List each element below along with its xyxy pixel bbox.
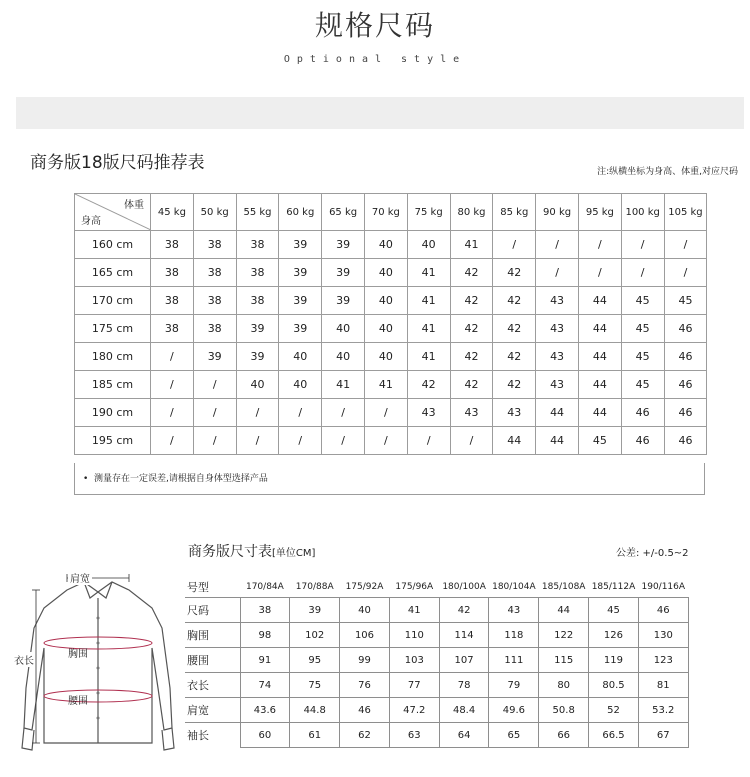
measure-cell: 65	[489, 723, 539, 748]
size-cell: /	[151, 399, 194, 427]
shoulder-label: 肩宽	[68, 570, 92, 585]
measure-cell: 38	[240, 598, 290, 623]
weight-header: 80 kg	[450, 194, 493, 231]
weight-header: 105 kg	[664, 194, 707, 231]
measure-cell: 60	[240, 723, 290, 748]
measure-cell: 126	[589, 623, 639, 648]
size-cell: 43	[536, 315, 579, 343]
measure-cell: 44	[539, 598, 589, 623]
measure-cell: 77	[389, 673, 439, 698]
size-cell: 42	[493, 287, 536, 315]
gray-banner	[16, 97, 744, 129]
size-cell: 41	[322, 371, 365, 399]
measure-cell: 49.6	[489, 698, 539, 723]
size-cell: 43	[536, 287, 579, 315]
size-cell: 43	[407, 399, 450, 427]
waist-label: 腰围	[68, 696, 88, 707]
size-cell: 40	[364, 343, 407, 371]
table-row	[185, 698, 688, 723]
size-cell: 42	[450, 315, 493, 343]
size-cell: 38	[193, 287, 236, 315]
measure-cell: 79	[489, 673, 539, 698]
size-cell: 43	[536, 371, 579, 399]
size-cell: /	[536, 259, 579, 287]
size-cell: /	[236, 399, 279, 427]
size-cell: 46	[621, 399, 664, 427]
weight-header: 50 kg	[193, 194, 236, 231]
measure-cell: 44.8	[290, 698, 340, 723]
measure-cell: 99	[340, 648, 390, 673]
measure-cell: 62	[340, 723, 390, 748]
size-cell: 43	[536, 343, 579, 371]
size-cell: /	[364, 427, 407, 455]
size-cell: /	[407, 427, 450, 455]
size-cell: 42	[450, 259, 493, 287]
chest-label: 胸围	[68, 649, 88, 660]
size-cell: 40	[364, 259, 407, 287]
measure-cell: 52	[589, 698, 639, 723]
size-cell: /	[664, 231, 707, 259]
size-cell: /	[193, 399, 236, 427]
type-row	[185, 577, 688, 598]
measure-cell: 66	[539, 723, 589, 748]
weight-axis-label: 体重	[124, 200, 144, 211]
size-cell: /	[664, 259, 707, 287]
size-cell: 42	[493, 259, 536, 287]
table-row	[185, 598, 688, 623]
measure-cell: 114	[439, 623, 489, 648]
measure-cell: 107	[439, 648, 489, 673]
size-cell: /	[279, 399, 322, 427]
size-chart-table	[185, 577, 689, 748]
measure-cell: 80.5	[589, 673, 639, 698]
size-chart-unit: [单位CM]	[272, 548, 316, 559]
measure-cell: 95	[290, 648, 340, 673]
size-cell: 44	[578, 399, 621, 427]
height-header: 160 cm	[75, 231, 151, 259]
size-cell: 41	[364, 371, 407, 399]
size-cell: 39	[236, 315, 279, 343]
height-header: 175 cm	[75, 315, 151, 343]
size-cell: 38	[236, 287, 279, 315]
row-label: 衣长	[185, 673, 240, 698]
measure-cell: 119	[589, 648, 639, 673]
size-cell: 40	[364, 231, 407, 259]
measure-cell: 76	[340, 673, 390, 698]
type-header: 170/88A	[295, 582, 334, 592]
page-subtitle: Optional style	[283, 54, 467, 65]
measure-cell: 103	[389, 648, 439, 673]
weight-header: 75 kg	[407, 194, 450, 231]
size-cell: 44	[493, 427, 536, 455]
type-header: 190/116A	[641, 582, 686, 592]
size-cell: /	[578, 259, 621, 287]
size-cell: 46	[664, 315, 707, 343]
measure-cell: 123	[638, 648, 688, 673]
size-cell: /	[493, 231, 536, 259]
size-chart-title-text: 商务版尺寸表	[188, 544, 272, 560]
size-recommend-table	[74, 193, 707, 455]
table-row	[185, 673, 688, 698]
size-cell: 41	[407, 287, 450, 315]
measure-cell: 67	[638, 723, 688, 748]
size-cell: 44	[578, 315, 621, 343]
measure-cell: 39	[290, 598, 340, 623]
size-cell: /	[236, 427, 279, 455]
table-row	[75, 231, 707, 259]
size-cell: /	[621, 231, 664, 259]
measure-cell: 43.6	[240, 698, 290, 723]
measure-cell: 53.2	[638, 698, 688, 723]
measure-cell: 45	[589, 598, 639, 623]
size-cell: 44	[578, 287, 621, 315]
size-cell: 40	[364, 315, 407, 343]
table-row	[75, 259, 707, 287]
size-cell: 45	[664, 287, 707, 315]
size-cell: 44	[578, 371, 621, 399]
size-cell: 39	[322, 231, 365, 259]
size-cell: 38	[151, 287, 194, 315]
table-row	[185, 723, 688, 748]
size-cell: 45	[621, 343, 664, 371]
size-cell: 44	[536, 427, 579, 455]
size-cell: /	[322, 399, 365, 427]
row-label: 肩宽	[185, 698, 240, 723]
size-cell: 46	[664, 343, 707, 371]
row-label: 胸围	[185, 623, 240, 648]
measure-cell: 110	[389, 623, 439, 648]
size-cell: 38	[151, 231, 194, 259]
footnote-text: 测量存在一定误差,请根据自身体型选择产品	[94, 474, 268, 484]
measure-cell: 63	[389, 723, 439, 748]
size-cell: 42	[450, 343, 493, 371]
size-cell: 42	[407, 371, 450, 399]
size-cell: 45	[578, 427, 621, 455]
measure-cell: 115	[539, 648, 589, 673]
size-cell: /	[193, 371, 236, 399]
size-cell: /	[536, 231, 579, 259]
table-row	[75, 315, 707, 343]
measure-cell: 42	[439, 598, 489, 623]
size-cell: 42	[493, 315, 536, 343]
tolerance-note: 公差: +/-0.5~2	[616, 548, 689, 559]
measure-cell: 106	[340, 623, 390, 648]
shirt-diagram	[12, 568, 182, 768]
size-cell: /	[151, 343, 194, 371]
size-cell: 39	[279, 259, 322, 287]
size-cell: 38	[151, 259, 194, 287]
size-cell: 40	[322, 343, 365, 371]
weight-header: 55 kg	[236, 194, 279, 231]
measure-cell: 46	[340, 698, 390, 723]
size-cell: 46	[664, 427, 707, 455]
size-cell: 42	[450, 371, 493, 399]
size-cell: 46	[621, 427, 664, 455]
recommend-footnote	[74, 463, 705, 495]
size-cell: 38	[151, 315, 194, 343]
height-header: 190 cm	[75, 399, 151, 427]
type-header: 185/112A	[591, 582, 636, 592]
size-cell: 39	[279, 315, 322, 343]
size-cell: 40	[407, 231, 450, 259]
table-row	[75, 371, 707, 399]
measure-cell: 50.8	[539, 698, 589, 723]
size-cell: 39	[236, 343, 279, 371]
recommend-title: 商务版18版尺码推荐表	[30, 153, 205, 173]
weight-header: 95 kg	[578, 194, 621, 231]
height-header: 165 cm	[75, 259, 151, 287]
size-cell: 40	[322, 315, 365, 343]
table-row	[75, 343, 707, 371]
size-cell: 42	[493, 343, 536, 371]
height-header: 180 cm	[75, 343, 151, 371]
row-label: 尺码	[185, 598, 240, 623]
length-label: 衣长	[14, 652, 34, 667]
weight-header: 100 kg	[621, 194, 664, 231]
height-header: 195 cm	[75, 427, 151, 455]
type-header: 180/100A	[442, 582, 486, 592]
size-cell: /	[151, 371, 194, 399]
measure-cell: 41	[389, 598, 439, 623]
size-cell: 41	[407, 259, 450, 287]
size-cell: 44	[578, 343, 621, 371]
measure-cell: 122	[539, 623, 589, 648]
size-cell: 42	[450, 287, 493, 315]
type-header: 185/108A	[541, 582, 586, 592]
weight-header: 60 kg	[279, 194, 322, 231]
size-cell: 46	[664, 399, 707, 427]
size-cell: 38	[236, 231, 279, 259]
size-cell: 39	[193, 343, 236, 371]
weight-header: 70 kg	[364, 194, 407, 231]
type-header: 175/92A	[345, 582, 384, 592]
row-label: 号型	[187, 581, 209, 594]
weight-header: 65 kg	[322, 194, 365, 231]
height-header: 170 cm	[75, 287, 151, 315]
measure-cell: 47.2	[389, 698, 439, 723]
size-cell: 41	[450, 231, 493, 259]
size-cell: 43	[450, 399, 493, 427]
measure-cell: 130	[638, 623, 688, 648]
measure-cell: 81	[638, 673, 688, 698]
page-title: 规格尺码	[314, 9, 435, 42]
size-cell: /	[193, 427, 236, 455]
type-header: 175/96A	[395, 582, 434, 592]
measure-cell: 118	[489, 623, 539, 648]
size-cell: 45	[621, 371, 664, 399]
size-cell: /	[322, 427, 365, 455]
size-cell: 39	[322, 287, 365, 315]
measure-cell: 66.5	[589, 723, 639, 748]
size-cell: 45	[621, 315, 664, 343]
type-header: 180/104A	[492, 582, 536, 592]
measure-cell: 61	[290, 723, 340, 748]
size-cell: 38	[193, 315, 236, 343]
measure-cell: 64	[439, 723, 489, 748]
size-cell: 41	[407, 315, 450, 343]
size-cell: 40	[279, 371, 322, 399]
size-cell: 38	[236, 259, 279, 287]
size-cell: 40	[364, 287, 407, 315]
weight-header: 45 kg	[151, 194, 194, 231]
size-cell: 40	[236, 371, 279, 399]
size-cell: 46	[664, 371, 707, 399]
measure-cell: 40	[340, 598, 390, 623]
table-row	[185, 623, 688, 648]
size-cell: 38	[193, 259, 236, 287]
measure-cell: 111	[489, 648, 539, 673]
size-cell: 41	[407, 343, 450, 371]
size-cell: /	[279, 427, 322, 455]
measure-cell: 78	[439, 673, 489, 698]
size-cell: 45	[621, 287, 664, 315]
size-cell: /	[364, 399, 407, 427]
table-row	[185, 648, 688, 673]
height-axis-label: 身高	[81, 216, 101, 227]
size-cell: /	[151, 427, 194, 455]
size-cell: /	[621, 259, 664, 287]
size-cell: /	[450, 427, 493, 455]
measure-cell: 75	[290, 673, 340, 698]
row-label: 腰围	[185, 648, 240, 673]
measure-cell: 46	[638, 598, 688, 623]
size-cell: 39	[322, 259, 365, 287]
size-cell: 39	[279, 231, 322, 259]
bullet-icon: •	[83, 474, 89, 484]
size-cell: 42	[493, 371, 536, 399]
size-cell: /	[578, 231, 621, 259]
measure-cell: 98	[240, 623, 290, 648]
table-row	[75, 287, 707, 315]
height-header: 185 cm	[75, 371, 151, 399]
measure-cell: 91	[240, 648, 290, 673]
measure-cell: 80	[539, 673, 589, 698]
size-cell: 40	[279, 343, 322, 371]
measure-cell: 43	[489, 598, 539, 623]
size-chart-title	[188, 541, 315, 561]
table-row	[75, 399, 707, 427]
measure-cell: 48.4	[439, 698, 489, 723]
type-header: 170/84A	[245, 582, 284, 592]
size-cell: 44	[536, 399, 579, 427]
weight-header: 85 kg	[493, 194, 536, 231]
measure-cell: 74	[240, 673, 290, 698]
measure-cell: 102	[290, 623, 340, 648]
row-label: 袖长	[185, 723, 240, 748]
weight-header: 90 kg	[536, 194, 579, 231]
table-row	[75, 427, 707, 455]
recommend-note: 注:纵横坐标为身高、体重,对应尺码	[597, 167, 738, 177]
size-cell: 38	[193, 231, 236, 259]
size-cell: 43	[493, 399, 536, 427]
size-cell: 39	[279, 287, 322, 315]
corner-cell	[75, 194, 151, 231]
